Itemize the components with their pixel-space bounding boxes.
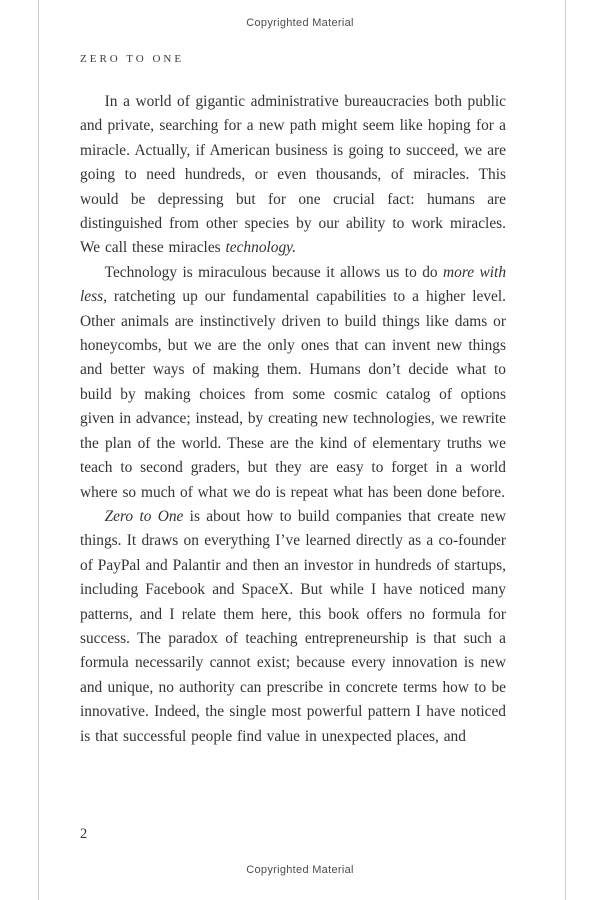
- copyright-notice-top: Copyrighted Material: [246, 17, 354, 29]
- page-edge-right: [565, 0, 566, 900]
- running-header: ZERO TO ONE: [80, 53, 185, 65]
- text-segment-italic: more with less,: [80, 263, 507, 306]
- paragraph: [80, 90, 506, 261]
- paragraph: [80, 505, 506, 749]
- text-segment: is about how to build companies that create new things. It draws on everything I’ve learned directly as a co-founder of PayPal and Palantir and then an investor in hundreds of startups, including Facebook and SpaceX. But while I have noticed many patterns, and I relate them here, this book offers no formula for success. The paradox of teaching entrepreneurship is that such a formula necessarily cannot exist; because every innovation is new and unique, no authority can prescribe in concrete terms how to be innovative. Indeed, the single most powerful pattern I have noticed is that successful people find value in unexpected places, and: [80, 507, 507, 745]
- page-edge-left: [38, 0, 39, 900]
- copyright-notice-bottom: Copyrighted Material: [246, 864, 354, 876]
- paragraph: [80, 261, 506, 505]
- text-segment: In a world of gigantic administrative bureaucracies both public and private, searching for a new path might seem like hoping for a miracle. Actually, if American business is going to succeed, we are going to need hundreds, or even thousands, of miracles. This would be depressing but for one crucial fact: humans are distinguished from other species by our ability to work miracles. We call these miracles: [80, 93, 506, 257]
- body-text: [80, 90, 506, 749]
- page-number: 2: [80, 826, 88, 842]
- text-segment: Technology is miraculous because it allows us to do: [104, 263, 444, 281]
- text-segment-italic: technology.: [225, 239, 297, 257]
- text-segment-italic: Zero to One: [104, 507, 184, 525]
- text-segment: ratcheting up our fundamental capabilities to a higher level. Other animals are instinctively driven to build things like dams or honeycombs, but we are the only ones that can invent new things and better ways of making them. Humans don’t decide what to build by making choices from some cosmic catalog of options given in advance; instead, by creating new technologies, we rewrite the plan of the world. These are the kind of elementary truths we teach to second graders, but they are easy to forget in a world where so much of what we do is repeat what has been done before.: [80, 288, 506, 501]
